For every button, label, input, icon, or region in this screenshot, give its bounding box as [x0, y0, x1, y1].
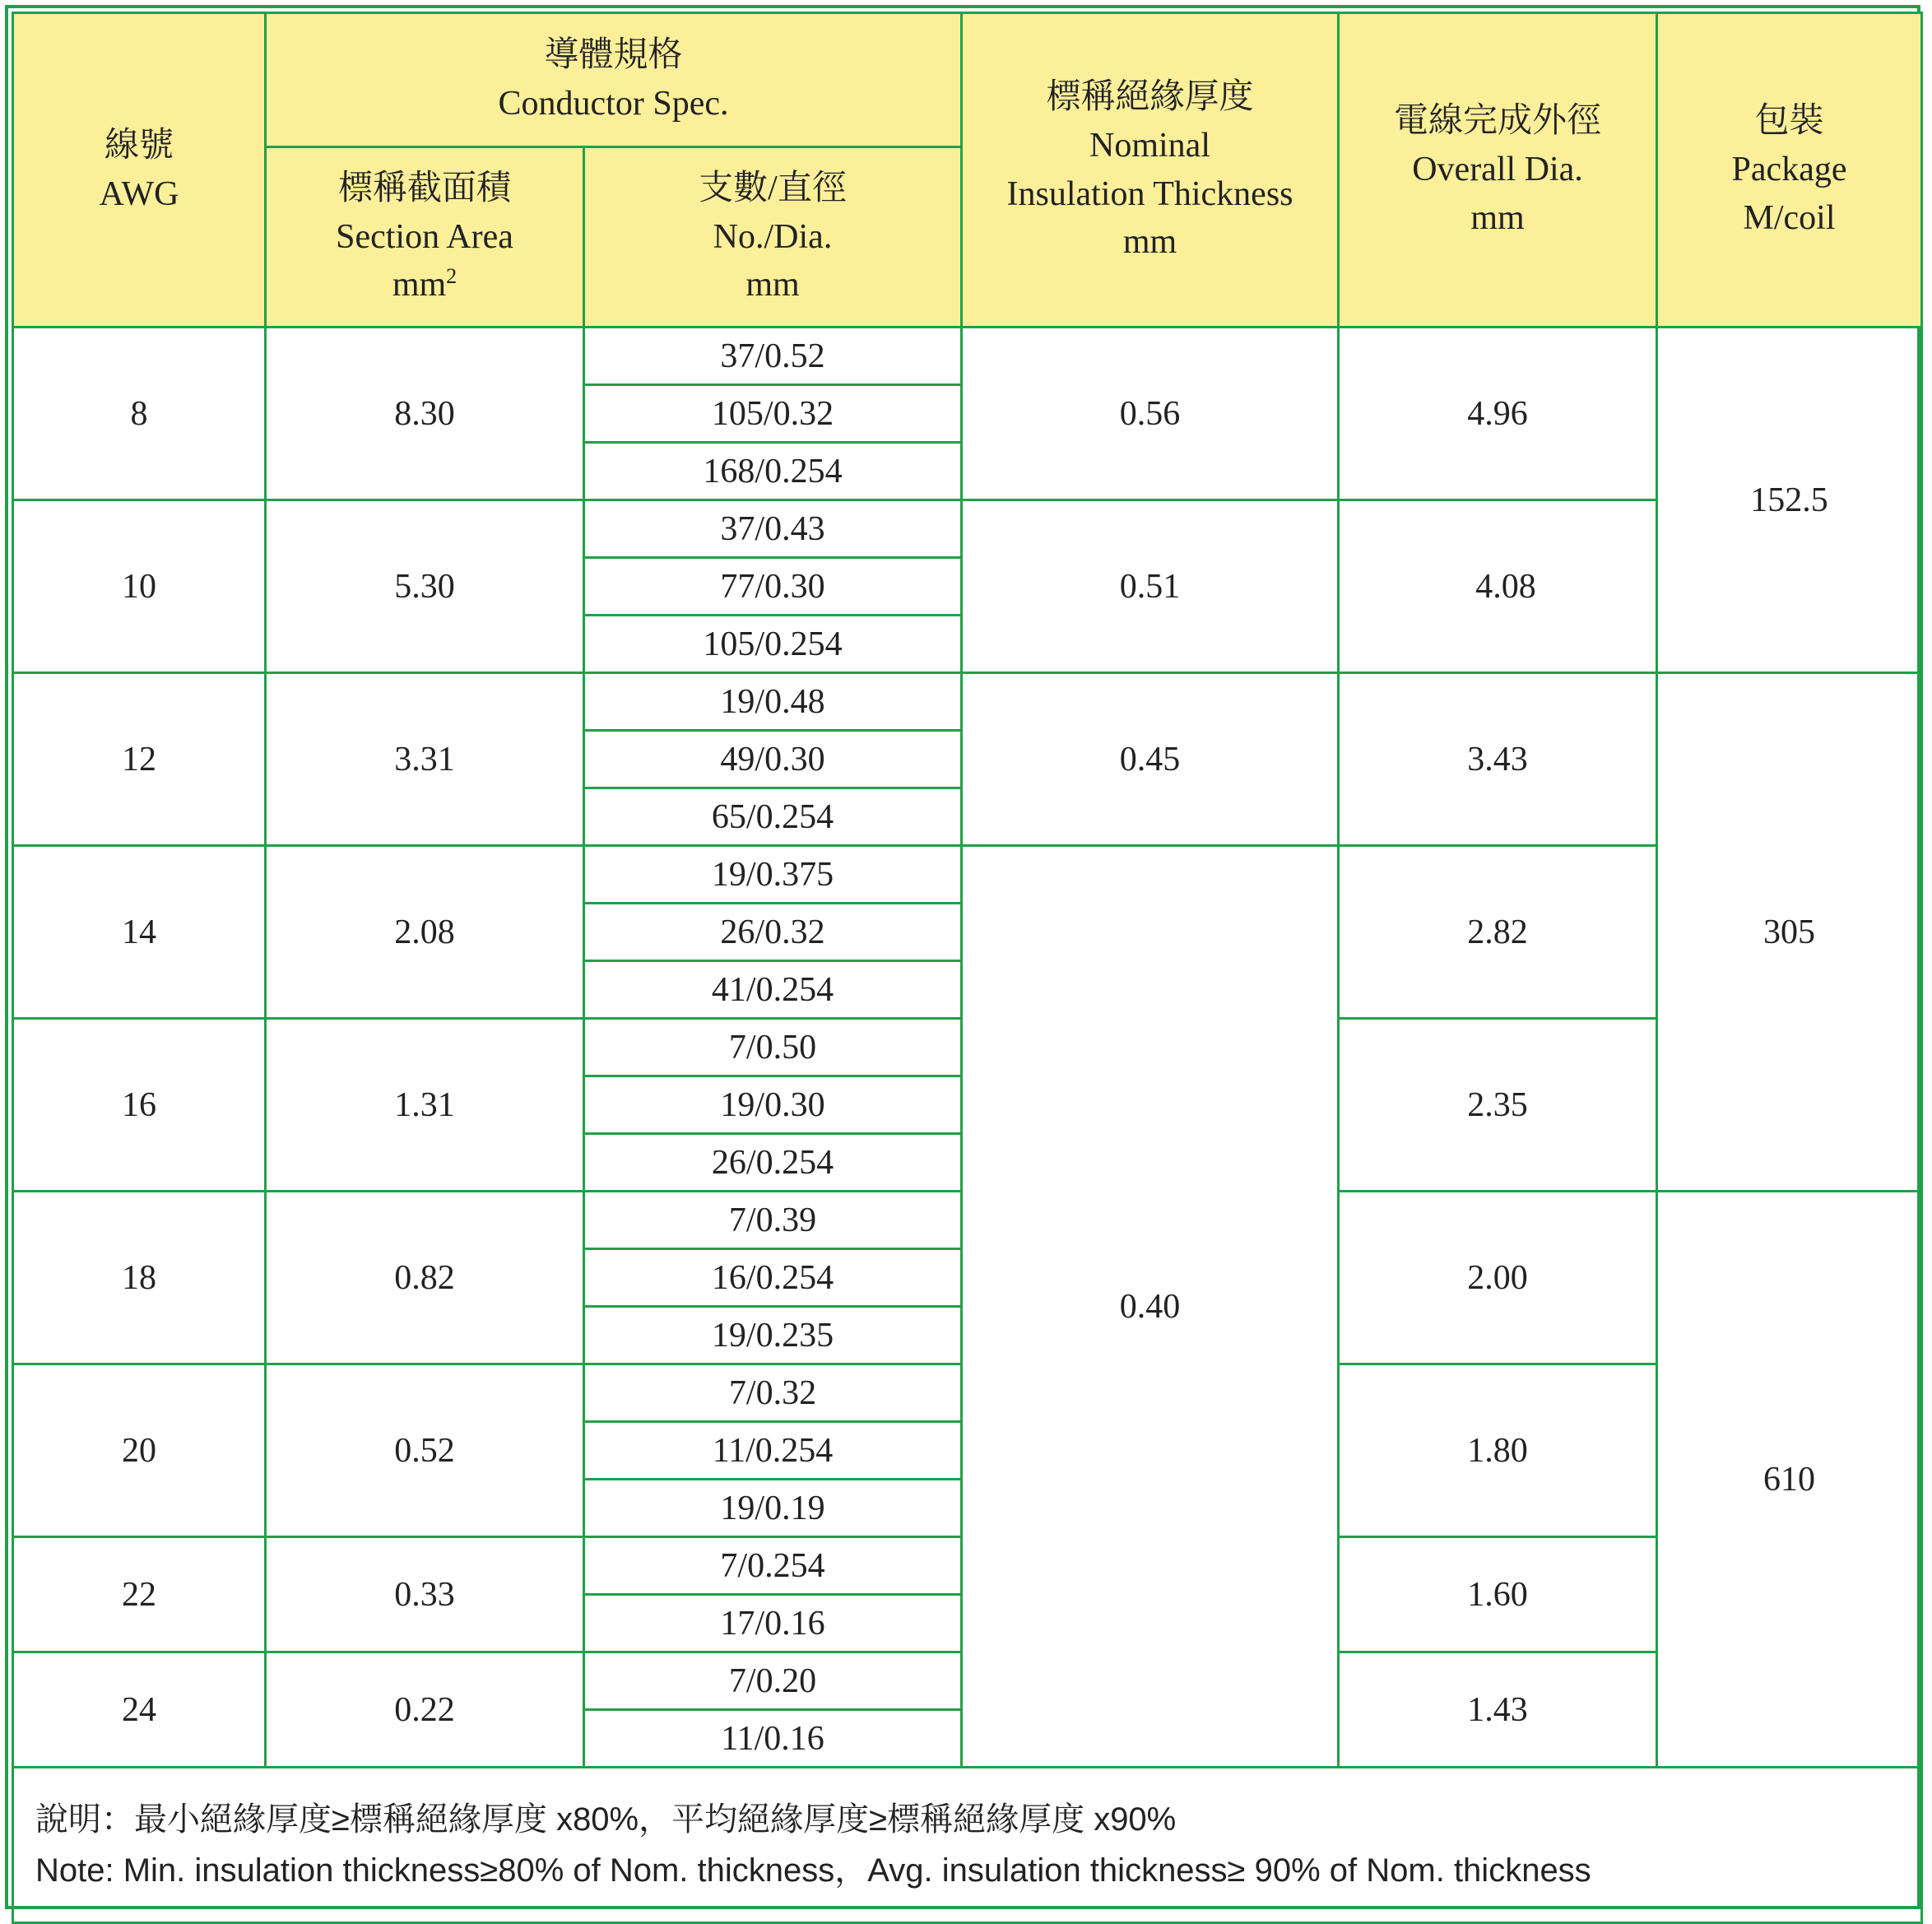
header-package [1657, 13, 1922, 328]
overall-dia-cell: 1.80 [1339, 1364, 1657, 1537]
header-insul-en1: Nominal [1089, 126, 1210, 165]
header-pkg-unit: M/coil [1743, 198, 1836, 237]
header-area-unit [267, 261, 583, 309]
overall-dia-cell: 2.82 [1339, 846, 1657, 1019]
note-row [13, 1768, 1922, 1923]
awg-cell: 10 [13, 500, 266, 673]
overall-dia-cell: 3.43 [1339, 673, 1657, 846]
overall-dia-cell: 4.08 [1339, 500, 1657, 673]
cable-spec-table [12, 12, 1923, 1924]
area-cell: 3.31 [266, 673, 584, 846]
strand-cell: 65/0.254 [584, 788, 962, 846]
header-pkg-zh: 包裝 [1754, 102, 1824, 141]
overall-dia-cell: 1.60 [1339, 1537, 1657, 1652]
header-insul-en2: Insulation Thickness [1006, 174, 1293, 213]
awg-cell: 24 [13, 1652, 266, 1768]
strand-cell: 37/0.52 [584, 328, 962, 385]
header-nodia-en: No./Dia. [713, 217, 833, 256]
package-cell: 305 [1657, 673, 1922, 1192]
area-cell: 0.22 [266, 1652, 584, 1768]
area-cell: 2.08 [266, 846, 584, 1019]
table-row [13, 328, 1922, 385]
header-conductor-zh: 導體規格 [544, 36, 683, 75]
package-cell: 610 [1657, 1192, 1922, 1768]
insulation-cell: 0.51 [962, 500, 1339, 673]
awg-cell: 12 [13, 673, 266, 846]
header-nodia-zh: 支數/直徑 [699, 169, 847, 207]
header-area-en: Section Area [336, 217, 513, 256]
table-row [13, 673, 1922, 731]
header-insul-unit: mm [1122, 223, 1177, 262]
area-cell: 1.31 [266, 1019, 584, 1192]
strand-cell: 41/0.254 [584, 961, 962, 1019]
strand-cell: 26/0.254 [584, 1134, 962, 1192]
overall-dia-cell: 1.43 [1339, 1652, 1657, 1768]
strand-cell: 7/0.20 [584, 1652, 962, 1710]
awg-cell: 16 [13, 1019, 266, 1192]
note-zh: 說明：最小絕緣厚度≥標稱絕緣厚度 x80%，平均絕緣厚度≥標稱絕緣厚度 x90% [35, 1801, 1177, 1838]
strand-cell: 19/0.30 [584, 1076, 962, 1134]
table-row [13, 846, 1922, 904]
awg-cell: 22 [13, 1537, 266, 1652]
strand-cell: 77/0.30 [584, 558, 962, 616]
header-pkg-en: Package [1731, 151, 1847, 189]
strand-cell: 7/0.50 [584, 1019, 962, 1076]
strand-cell: 16/0.254 [584, 1249, 962, 1307]
strand-cell: 7/0.39 [584, 1192, 962, 1249]
header-od-zh: 電線完成外徑 [1394, 102, 1602, 141]
header-awg [13, 13, 266, 328]
strand-cell: 17/0.16 [584, 1595, 962, 1652]
strand-cell: 168/0.254 [584, 443, 962, 500]
package-cell: 152.5 [1657, 328, 1922, 673]
header-no-dia [584, 147, 962, 328]
header-nodia-unit: mm [745, 266, 800, 304]
header-od-en: Overall Dia. [1412, 151, 1583, 189]
awg-cell: 14 [13, 846, 266, 1019]
header-overall-dia [1339, 13, 1657, 328]
header-awg-en: AWG [99, 174, 179, 213]
header-insulation [962, 13, 1339, 328]
area-cell: 0.33 [266, 1537, 584, 1652]
area-cell: 5.30 [266, 500, 584, 673]
header-section-area [266, 147, 584, 328]
strand-cell: 37/0.43 [584, 500, 962, 558]
area-cell: 8.30 [266, 328, 584, 500]
insulation-cell: 0.45 [962, 673, 1339, 846]
area-unit-text: mm [392, 266, 447, 304]
awg-cell: 18 [13, 1192, 266, 1364]
area-cell: 0.52 [266, 1364, 584, 1537]
strand-cell: 19/0.19 [584, 1480, 962, 1537]
strand-cell: 7/0.32 [584, 1364, 962, 1422]
awg-cell: 20 [13, 1364, 266, 1537]
strand-cell: 19/0.375 [584, 846, 962, 904]
awg-cell: 8 [13, 328, 266, 500]
header-insul-zh: 標稱絕緣厚度 [1046, 77, 1254, 116]
strand-cell: 11/0.16 [584, 1710, 962, 1768]
overall-dia-cell: 2.00 [1339, 1192, 1657, 1364]
strand-cell: 105/0.254 [584, 616, 962, 673]
strand-cell: 26/0.32 [584, 904, 962, 961]
strand-cell: 105/0.32 [584, 385, 962, 443]
area-unit-sup: 2 [446, 264, 457, 289]
strand-cell: 7/0.254 [584, 1537, 962, 1595]
table-row [13, 500, 1922, 558]
strand-cell: 19/0.48 [584, 673, 962, 731]
header-conductor-en: Conductor Spec. [498, 85, 729, 123]
header-conductor [266, 13, 962, 147]
strand-cell: 49/0.30 [584, 731, 962, 788]
strand-cell: 19/0.235 [584, 1307, 962, 1364]
overall-dia-cell: 4.96 [1339, 328, 1657, 500]
header-awg-zh: 線號 [104, 126, 174, 165]
strand-cell: 11/0.254 [584, 1422, 962, 1480]
header-od-unit: mm [1470, 198, 1525, 237]
note-en: Note: Min. insulation thickness≥80% of Nom. thickness，Avg. insulation thickness≥ 90% of Nom. thickness [35, 1852, 1591, 1889]
insulation-cell: 0.56 [962, 328, 1339, 500]
insulation-cell: 0.40 [962, 846, 1339, 1768]
header-area-zh: 標稱截面積 [337, 169, 511, 207]
overall-dia-cell: 2.35 [1339, 1019, 1657, 1192]
note-cell [13, 1768, 1922, 1923]
area-cell: 0.82 [266, 1192, 584, 1364]
